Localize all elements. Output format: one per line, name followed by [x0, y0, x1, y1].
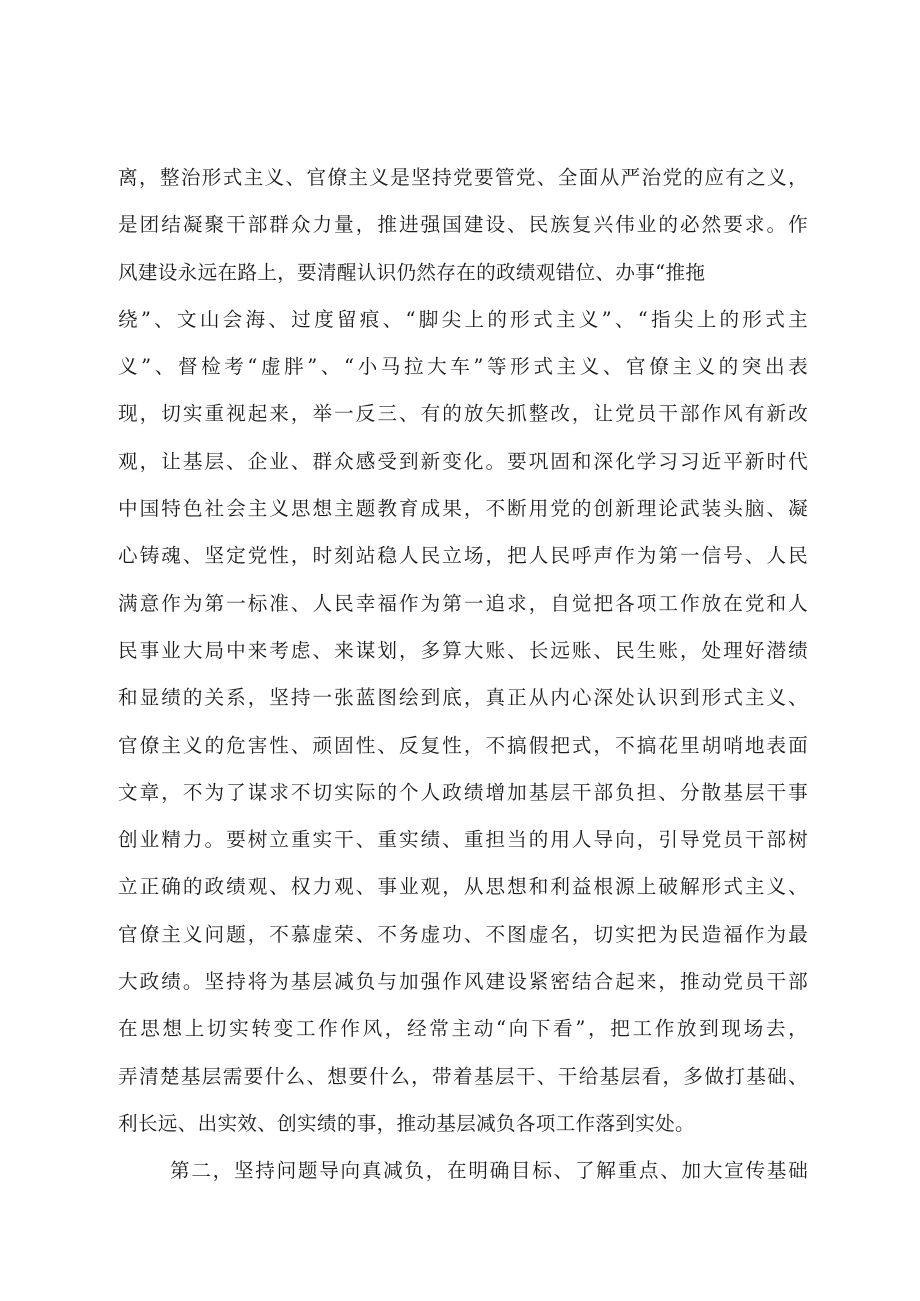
text-line: 文章，不为了谋求不切实际的个人政绩增加基层干部负担、分散基层干事 [118, 780, 808, 804]
paragraph-2 [118, 1147, 808, 1194]
paragraph-1 [118, 154, 808, 1147]
text-line: 在思想上切实转变工作作风，经常主动“向下看”，把工作放到现场去， [118, 1017, 808, 1041]
text-line: 官僚主义问题，不慕虚荣、不务虚功、不图虚名，切实把为民造福作为最 [118, 922, 808, 946]
text-line: 第二，坚持问题导向真减负，在明确目标、了解重点、加大宣传基础 [170, 1159, 808, 1183]
text-line: 现，切实重视起来，举一反三、有的放矢抓整改，让党员干部作风有新改 [118, 402, 808, 426]
text-line: 大政绩。坚持将为基层减负与加强作风建设紧密结合起来，推动党员干部 [118, 970, 808, 994]
text-line: 义”、督检考“虚胖”、“小马拉大车”等形式主义、官僚主义的突出表 [118, 355, 808, 379]
text-line: 绕”、文山会海、过度留痕、“脚尖上的形式主义”、“指尖上的形式主 [118, 307, 808, 331]
text-line: 观，让基层、企业、群众感受到新变化。要巩固和深化学习习近平新时代 [118, 449, 808, 473]
text-line: 民事业大局中来考虑、来谋划，多算大账、长远账、民生账，处理好潜绩 [118, 638, 808, 662]
text-line: 心铸魂、坚定党性，时刻站稳人民立场，把人民呼声作为第一信号、人民 [118, 544, 808, 568]
body-text [118, 154, 808, 1195]
text-line: 风建设永远在路上，要清醒认识仍然存在的政绩观错位、办事“推拖 [118, 260, 706, 284]
text-line: 官僚主义的危害性、顽固性、反复性，不搞假把式，不搞花里胡哨地表面 [118, 733, 808, 757]
text-line: 满意作为第一标准、人民幸福作为第一追求，自觉把各项工作放在党和人 [118, 591, 808, 615]
text-line: 弄清楚基层需要什么、想要什么，带着基层干、干给基层看，多做打基础、 [118, 1064, 808, 1088]
text-line: 离，整治形式主义、官僚主义是坚持党要管党、全面从严治党的应有之义， [118, 166, 808, 189]
text-line: 中国特色社会主义思想主题教育成果，不断用党的创新理论武装头脑、凝 [118, 497, 808, 521]
text-line: 和显绩的关系，坚持一张蓝图绘到底，真正从内心深处认识到形式主义、 [118, 686, 808, 710]
text-line: 立正确的政绩观、权力观、事业观，从思想和利益根源上破解形式主义、 [118, 875, 808, 899]
text-line: 创业精力。要树立重实干、重实绩、重担当的用人导向，引导党员干部树 [118, 828, 808, 852]
text-line: 是团结凝聚干部群众力量，推进强国建设、民族复兴伟业的必然要求。作 [118, 213, 808, 237]
text-line: 利长远、出实效、创实绩的事，推动基层减负各项工作落到实处。 [118, 1111, 695, 1135]
